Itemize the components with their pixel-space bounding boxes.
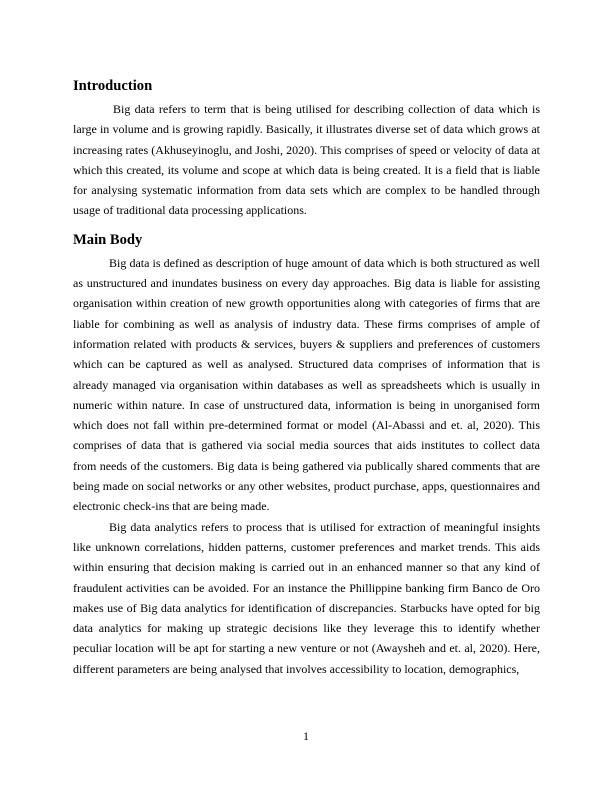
heading-introduction: Introduction bbox=[73, 78, 153, 94]
page-content bbox=[73, 76, 540, 679]
page-number: 1 bbox=[303, 729, 309, 743]
main-body-paragraph-1: Big data is defined as description of huge amount of data which is both structured as well as unstructured and inundates business on every day approaches. Big data is liable for assisting organisation within creation of new growth opportunities along with categories of firms that are liable for combining as well as analysis of industry data. These firms comprises of ample of information related with products & services, buyers & suppliers and preferences of customers which can be captured as well as analysed. Structured data comprises of information that is already managed via organisation within databases as well as spreadsheets which is usually in numeric within nature. In case of unstructured data, information is being in unorganised form which does not fall within pre-determined format or model (Al-Abassi and et. al, 2020). This comprises of data that is gathered via social media sources that aids institutes to collect data from needs of the customers. Big data is being gathered via publically shared comments that are being made on social networks or any other websites, product purchase, apps, questionnaires and electronic check-ins that are being made. bbox=[73, 255, 540, 514]
main-body-paragraph-2: Big data analytics refers to process that is utilised for extraction of meaningful insights like unknown correlations, hidden patterns, customer preferences and market trends. This aids within ensuring that decision making is carried out in an enhanced manner so that any kind of fraudulent activities can be avoided. For an instance the Phillippine banking firm Banco de Oro makes use of Big data analytics for identification of discrepancies. Starbucks have opted for big data analytics for making up strategic decisions like they leverage this to identify whether peculiar location will be apt for starting a new venture or not (Awaysheh and et. al, 2020). Here, different parameters are being analysed that involves accessibility to location, demographics, bbox=[73, 519, 540, 676]
introduction-paragraph: Big data refers to term that is being utilised for describing collection of data which is large in volume and is growing rapidly. Basically, it illustrates diverse set of data which grows at increasing rates (Akhuseyinoglu, and Joshi, 2020). This comprises of speed or velocity of data at which this created, its volume and scope at which data is being created. It is a field that is liable for analysing systematic information from data sets which are complex to be handled through usage of traditional data processing applications. bbox=[73, 102, 540, 218]
heading-main-body: Main Body bbox=[73, 231, 143, 248]
